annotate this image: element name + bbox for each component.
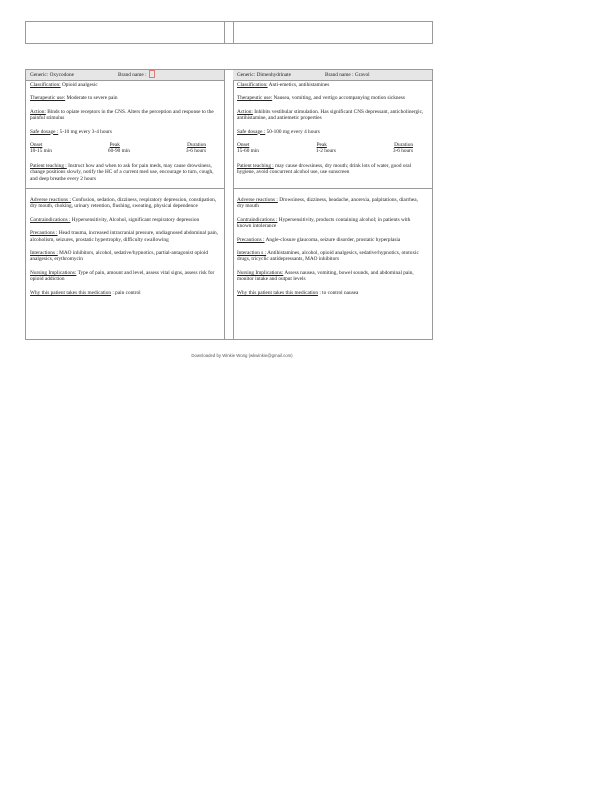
brand-mark-icon [149,70,155,78]
right-generic: Generic: Dimenhydrinate [237,72,291,78]
left-contraindications: Contraindications : Hypersensitivity, Alcohol, significant respiratory depression [30,216,200,223]
top-box-divider [224,22,225,43]
left-classification: Classification: Opioid analgesic [30,82,98,88]
left-action: Action: Binds to opiate receptors in the CNS. Alters the perception and response to the painful stimulus [30,108,214,122]
column-divider [224,70,225,339]
right-patient-teaching: Patient teaching : may cause drowsiness, dry mouth; drink lots of water, good oral hygiene, avoid concurrent alcohol use, use sunscreen [237,162,412,176]
right-therapeutic-use: Therapeutic use: Nausea, vomiting, and vertigo accompanying motion sickness [237,95,405,102]
right-precautions: Precautions : Angle-closure glaucoma, seizure disorder, prostatic hyperplasia [237,236,401,243]
left-adverse-reactions: Adverse reactions : Confusion, sedation, dizziness, respiratory depression, constipation, dry mouth, choking, urinary retention, flushing, sweating, physical dependence [30,197,217,210]
left-brand: Brand name : [118,70,147,80]
right-why-patient-takes: Why this patient takes this medication : to control nausea [237,289,359,296]
left-patient-teaching: Patient teaching : Instruct how and when to ask for pain meds, may cause drowsiness, change positions slowly, notify the HC of a current med use, encourage to turn, cough, and deep breathe every 2 hours [30,162,214,182]
left-drug-header [26,70,224,81]
right-adverse-reactions: Adverse reactions : Drowsiness, dizziness, headache, anorexia, palpitations, diarrhea, dry mouth [237,197,418,210]
right-nursing-implications: Nursing Implications: Assess nausea, vomiting, bowel sounds, and abdominal pain, monitor intake and output levels [237,269,414,283]
left-generic: Generic: Oxycodone [30,72,74,78]
right-action: Action: Inhibits vestibular stimulation. Has significant CNS depressant, anticholinergic, antihistamine, and antiemetic properties [237,108,424,122]
right-drug-safety [237,197,425,301]
right-safe-dosage: Safe dosage : 50-100 mg every 4 hours [237,128,320,135]
row-divider [233,188,432,189]
drug-card-table [25,69,433,340]
left-precautions: Precautions : Head trauma, increased intracranial pressure, undiagnosed abdominal pain, alcoholism, seizures, prostatic hypertrophy, difficulty swallowing [30,230,218,243]
left-drug-basics [30,82,218,187]
right-brand: Brand name : Gravol [325,72,370,78]
left-nursing-implications: Nursing Implications: Type of pain, amount and level, assess vital signs, assess risk for opioid addiction [30,269,215,283]
row-divider [26,188,224,189]
left-timing-table: Onset Peak Duration 10-15 min 60-90 min 3-6 hours [30,142,206,155]
right-drug-basics [237,82,425,180]
left-interactions: Interactions : MAO inhibitors, alcohol, sedative/hypnotics, partial-antagonist opioid analgesics, erythromycin [30,250,209,263]
left-why-patient-takes: Why this patient takes this medication : pain control [30,289,141,296]
right-timing-table: Onset Peak Duration 15-60 min 1-2 hours 3-6 hours [237,142,413,155]
left-drug-safety [30,197,218,301]
left-therapeutic-use: Therapeutic use: Moderate to severe pain [30,95,118,102]
top-blank-box [25,21,433,44]
right-interactions: Interaction s : Antihistamines, alcohol, opioid analgesics, sedative/hypnotics, ototoxic drugs, tricyclic antidepressants, MAO inhibitors [237,250,419,263]
right-drug-header [233,70,432,81]
left-safe-dosage: Safe dosage : 5-10 mg every 3-4 hours [30,128,112,135]
top-box-divider [233,22,234,43]
download-footer: Downloaded by Winkie Wong (wkwinkie@gmail.com) [191,353,293,358]
column-divider [233,70,234,339]
right-contraindications: Contraindications : Hypersensitivity, products containing alcohol; in patients with known intolerance [237,216,411,230]
right-classification: Classification: Anti-emetics, antihistamines [237,82,330,88]
